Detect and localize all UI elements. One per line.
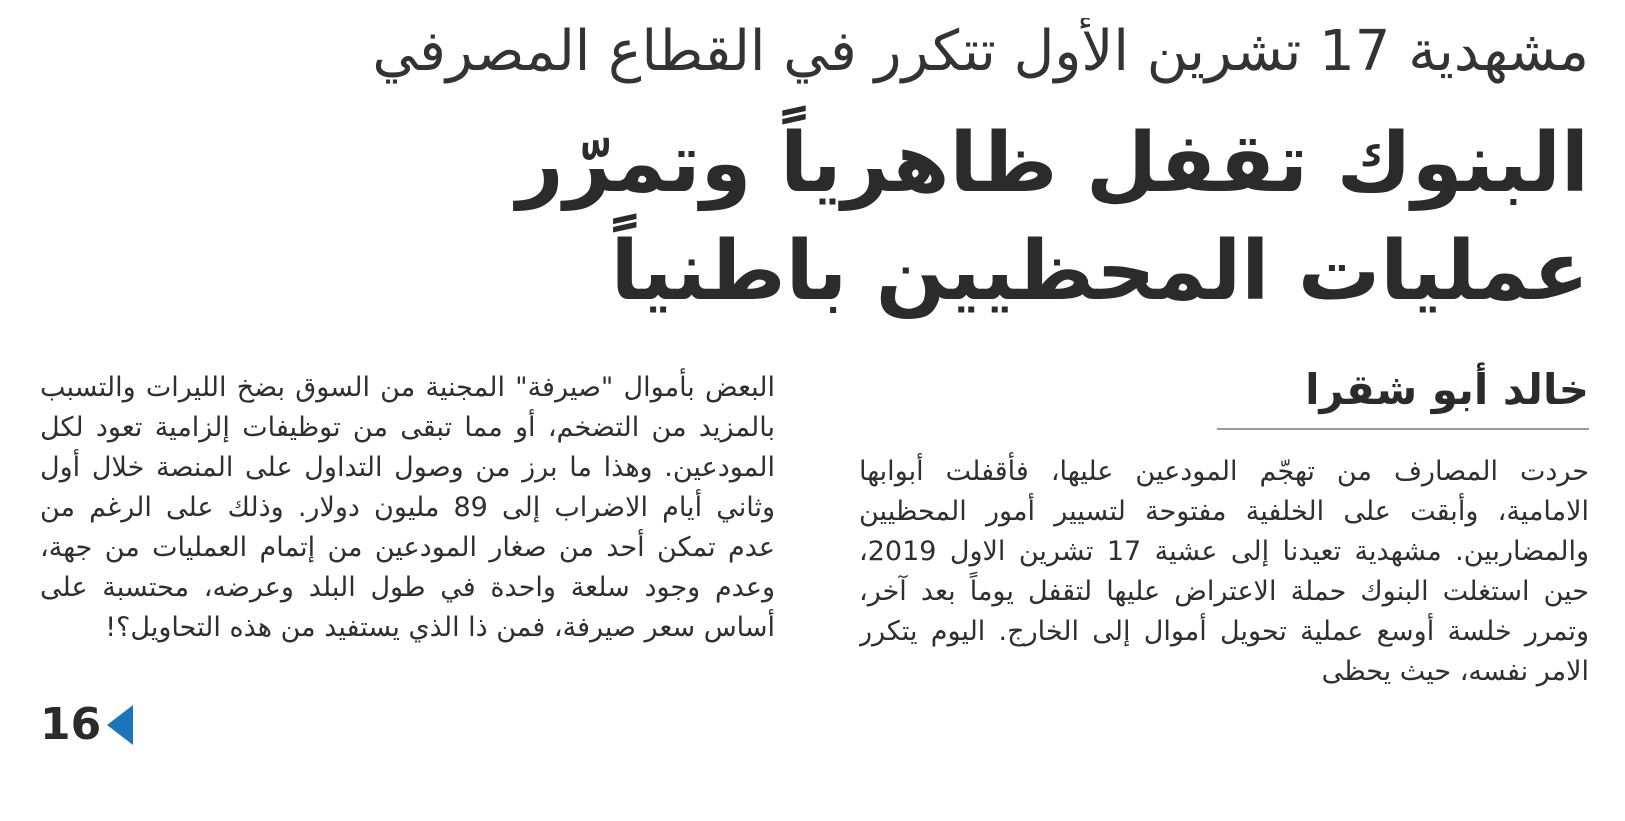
article-column-right: حردت المصارف من تهجّم المودعين عليها، فأقفلت أبوابها الامامية، وأبقت على الخلفية مفتوحة لتسيير أمور المحظيين والمضاربين. مشهدية تعيدنا إلى عشية 17 تشرين الاول 2019، حين استغلت البنوك حملة الاعتراض عليها لتقفل يوماً بعد آخر، وتمرر خلسة أوسع عملية تحويل أموال إلى الخارج. اليوم يتكرر الامر نفسه، حيث يحظى <box>859 456 1589 687</box>
page-number: 16 <box>40 699 102 750</box>
byline-block <box>1217 362 1589 430</box>
article-byline: خالد أبو شقرا <box>1305 365 1589 414</box>
article-kicker: مشهدية 17 تشرين الأول تتكرر في القطاع المصرفي <box>372 19 1589 84</box>
page-triangle-icon <box>107 705 133 745</box>
article-column-left: البعض بأموال "صيرفة" المجنية من السوق بضخ الليرات والتسبب بالمزيد من التضخم، أو مما تبقى من توظيفات إلزامية تعود لكل المودعين. وهذا ما برز من وصول التداول على المنصة خلال أول وثاني أيام الاضراب إلى 89 مليون دولار. وذلك على الرغم من عدم تمكن أحد من صغار المودعين من إتمام العمليات من جهة، وعدم وجود سلعة واحدة في طول البلد وعرضه، محتسبة على أساس سعر صيرفة، فمن ذا الذي يستفيد من هذه التحاويل؟! <box>40 372 775 643</box>
article-headline: البنوك تقفل ظاهرياً وتمرّر عمليات المحظيين باطنياً <box>516 116 1589 319</box>
page-marker <box>40 700 133 750</box>
